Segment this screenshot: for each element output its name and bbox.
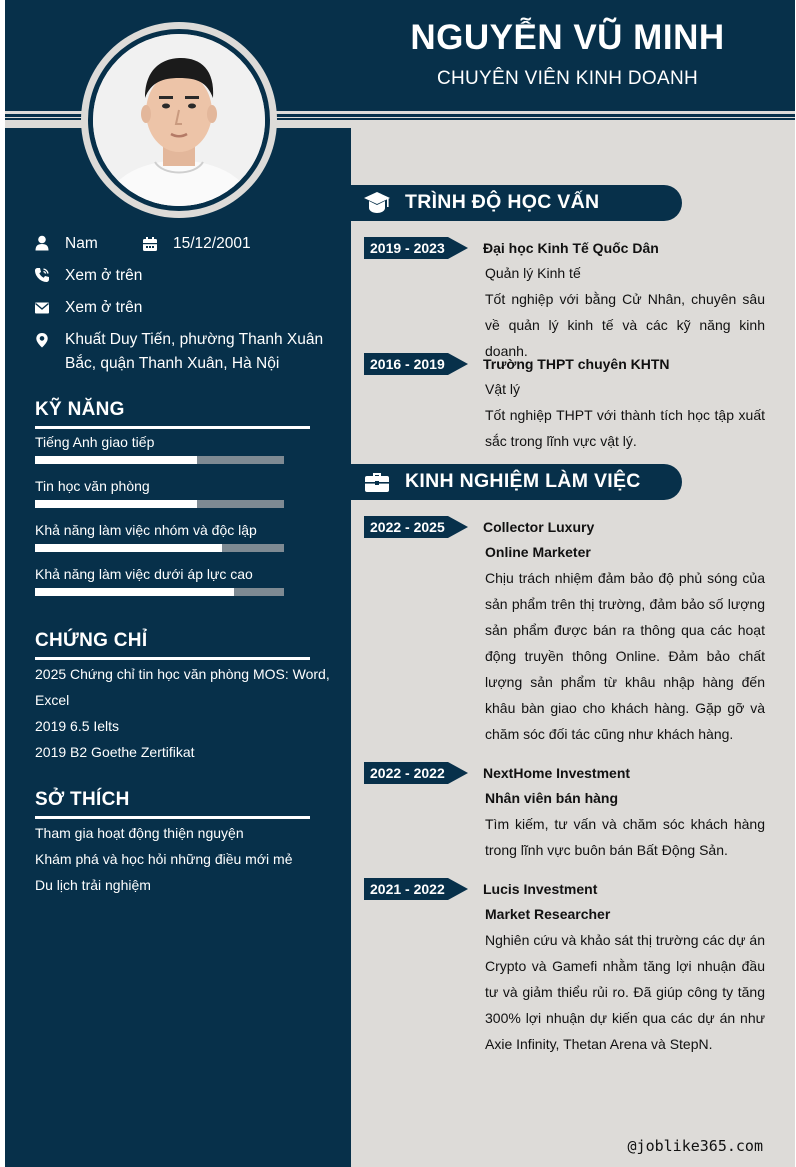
address-value: Khuất Duy Tiến, phường Thanh Xuân Bắc, quận Thanh Xuân, Hà Nội (65, 331, 324, 372)
entry-description: Tốt nghiệp THPT với thành tích học tập xuất sắc trong lĩnh vực vật lý. (485, 407, 765, 449)
entry-description: Chịu trách nhiệm đảm bảo độ phủ sóng của sản phẩm trên thị trường, đảm bảo số lượng sản phẩm được bán ra thông qua các hoạt động truyền thông Online. Đảm bảo chất lượng sản phẩm từ khâu nhập hàng đến khâu bàn giao cho khách hàng. Gặp gỡ và chăm sóc đối tác cũng như khách hàng. (485, 570, 765, 742)
major: Quản lý Kinh tế (485, 265, 581, 281)
skill-bar (35, 456, 284, 464)
date-tag (364, 353, 468, 375)
position: Nhân viên bán hàng (485, 790, 619, 806)
skill-label: Tin học văn phòng (35, 478, 150, 494)
school-name: Đại học Kinh Tế Quốc Dân (483, 240, 659, 256)
entry-description: Tìm kiếm, tư vấn và chăm sóc khách hàng trong lĩnh vực buôn bán Bất Động Sản. (485, 816, 765, 858)
date-range: 2022 - 2022 (370, 765, 445, 781)
date-range: 2019 - 2023 (370, 240, 445, 256)
skills-title: KỸ NĂNG (35, 399, 125, 420)
skill-bar-fill (35, 588, 234, 596)
date-tag (364, 762, 468, 784)
entry-description: Tốt nghiệp với bằng Cử Nhân, chuyên sâu về quản lý kinh tế và các kỹ năng kinh doanh. (485, 291, 765, 359)
date-tag (364, 237, 468, 259)
resume-page (5, 0, 795, 1167)
skill-bar (35, 588, 284, 596)
map-pin-icon (34, 332, 50, 348)
certificates-title: CHỨNG CHỈ (35, 630, 148, 651)
skill-bar-fill (35, 456, 197, 464)
education-ribbon (351, 185, 682, 221)
briefcase-icon (363, 469, 391, 495)
skill-label: Tiếng Anh giao tiếp (35, 434, 155, 450)
hobbies-rule (35, 816, 310, 819)
envelope-icon (34, 300, 50, 316)
job-title: CHUYÊN VIÊN KINH DOANH (436, 68, 699, 89)
position: Market Researcher (485, 906, 611, 922)
date-tag (364, 878, 468, 900)
company-name: Collector Luxury (483, 519, 595, 535)
skill-bar-fill (35, 500, 197, 508)
watermark: @joblike365.com (627, 1137, 763, 1155)
certificate-item: 2019 6.5 Ielts (35, 718, 120, 734)
experience-ribbon (351, 464, 682, 500)
certificates-rule (35, 657, 310, 660)
date-range: 2016 - 2019 (370, 356, 445, 372)
avatar-portrait (93, 34, 265, 206)
skill-bar-fill (35, 544, 222, 552)
position: Online Marketer (485, 544, 591, 560)
email-value: Xem ở trên (65, 299, 143, 316)
birthdate-value: 15/12/2001 (173, 235, 251, 252)
certificate-item: 2025 Chứng chỉ tin học văn phòng MOS: Word, Excel (35, 666, 330, 708)
hobby-item: Du lịch trải nghiệm (35, 877, 151, 893)
hobby-item: Tham gia hoạt động thiện nguyện (35, 825, 244, 841)
phone-value: Xem ở trên (65, 267, 143, 284)
certificate-item: 2019 B2 Goethe Zertifikat (35, 744, 195, 760)
avatar (93, 34, 265, 206)
major: Vật lý (485, 381, 521, 397)
date-range: 2021 - 2022 (370, 881, 445, 897)
date-tag (364, 516, 468, 538)
skills-rule (35, 426, 310, 429)
candidate-name: NGUYỄN VŨ MINH (410, 18, 725, 57)
gender-value: Nam (65, 235, 98, 252)
skill-bar (35, 500, 284, 508)
education-title: TRÌNH ĐỘ HỌC VẤN (405, 191, 600, 213)
entry-description: Nghiên cứu và khảo sát thị trường các dự án Crypto và Gamefi nhằm tăng lợi nhuận đầu tư và giảm thiểu rủi ro. Đã giúp công ty tăng 300% lợi nhuận dự kiến qua các dự án như Axie Infinity, Thetan Arena và StepN. (485, 932, 765, 1052)
graduation-cap-icon (363, 190, 391, 216)
school-name: Trường THPT chuyên KHTN (483, 356, 670, 372)
skill-bar (35, 544, 284, 552)
skill-label: Khả năng làm việc dưới áp lực cao (35, 566, 253, 582)
calendar-icon (142, 236, 158, 252)
company-name: Lucis Investment (483, 881, 598, 897)
person-icon (34, 235, 50, 251)
hobbies-title: SỞ THÍCH (35, 789, 130, 810)
skill-label: Khả năng làm việc nhóm và độc lập (35, 522, 257, 538)
date-range: 2022 - 2025 (370, 519, 445, 535)
hobby-item: Khám phá và học hỏi những điều mới mẻ (35, 851, 293, 867)
experience-title: KINH NGHIỆM LÀM VIỆC (405, 470, 641, 492)
phone-icon (34, 267, 50, 283)
company-name: NextHome Investment (483, 765, 631, 781)
